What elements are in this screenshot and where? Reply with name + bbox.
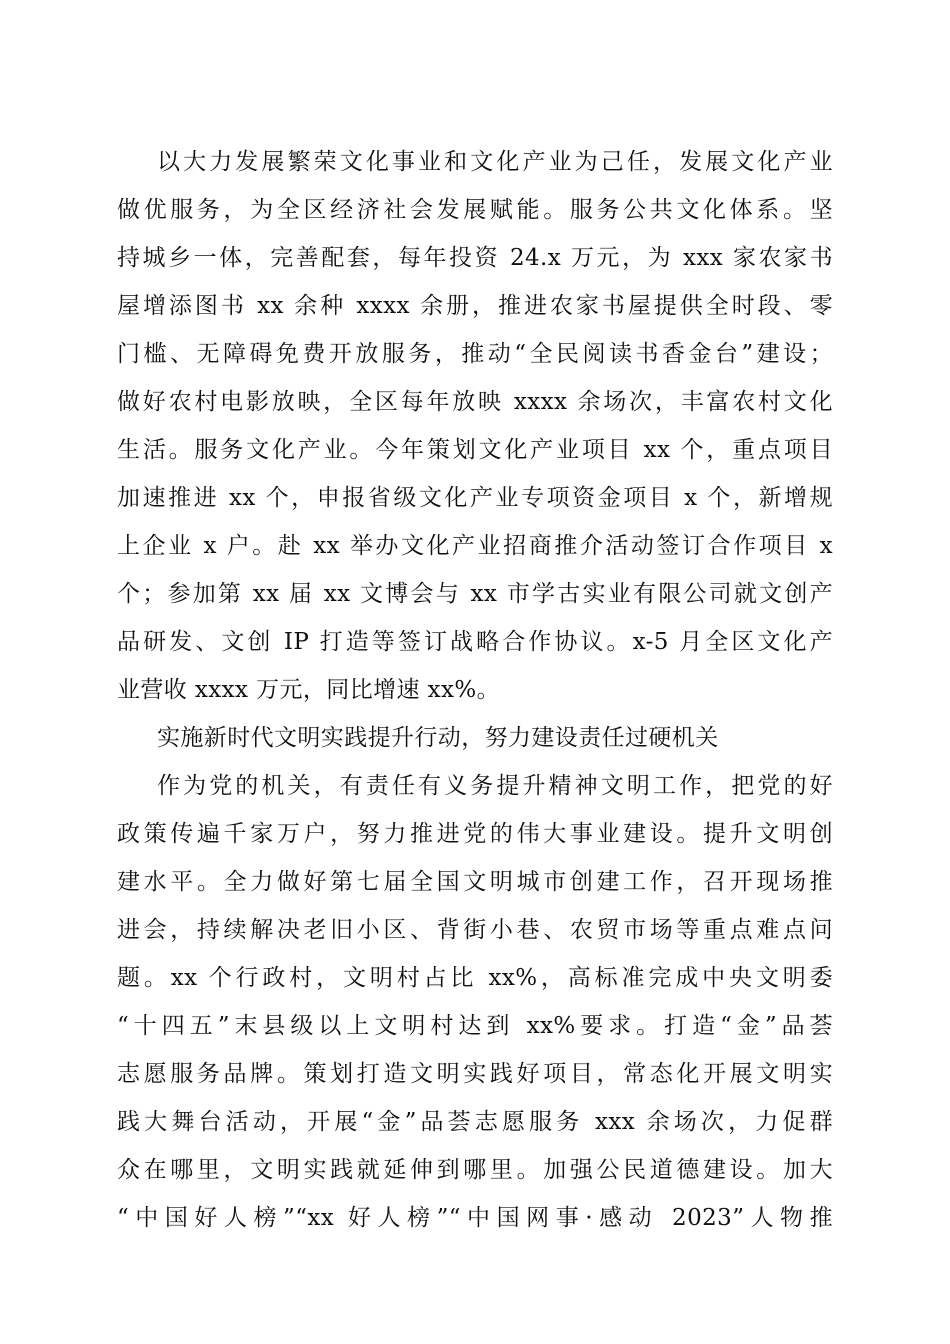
paragraph-1-line-11: 品研发、文创 IP 打造等签订战略合作协议。x-5 月全区文化产 (117, 629, 833, 655)
paragraph-1-line-7: 生活。服务文化产业。今年策划文化产业项目 xx 个，重点项目 (117, 437, 833, 463)
paragraph-2-line-4: 进会，持续解决老旧小区、背街小巷、农贸市场等重点难点问 (117, 917, 833, 943)
paragraph-2-line-2: 政策传遍千家万户，努力推进党的伟大事业建设。提升文明创 (117, 821, 833, 847)
paragraph-2-line-1: 作为党的机关，有责任有义务提升精神文明工作，把党的好 (157, 773, 833, 799)
section-heading: 实施新时代文明实践提升行动，努力建设责任过硬机关 (157, 725, 719, 751)
paragraph-1-line-9: 上企业 x 户。赴 xx 举办文化产业招商推介活动签订合作项目 x (117, 533, 833, 559)
paragraph-1-line-8: 加速推进 xx 个，申报省级文化产业专项资金项目 x 个，新增规 (117, 485, 833, 511)
paragraph-2-line-5: 题。xx 个行政村，文明村占比 xx%，高标准完成中央文明委 (117, 965, 833, 991)
paragraph-1-line-12: 业营收 xxxx 万元，同比增速 xx%。 (117, 677, 501, 703)
paragraph-1-line-4: 屋增添图书 xx 余种 xxxx 余册，推进农家书屋提供全时段、零 (117, 293, 833, 319)
paragraph-2-line-10: “中国好人榜”“xx 好人榜”“中国网事·感动 2023”人物推 (117, 1205, 833, 1231)
paragraph-1-line-6: 做好农村电影放映，全区每年放映 xxxx 余场次，丰富农村文化 (117, 389, 833, 415)
paragraph-1-line-1: 以大力发展繁荣文化事业和文化产业为己任，发展文化产业 (157, 149, 833, 175)
paragraph-2-line-6: “十四五”末县级以上文明村达到 xx%要求。打造“金”品荟 (117, 1013, 833, 1039)
paragraph-2-line-9: 众在哪里，文明实践就延伸到哪里。加强公民道德建设。加大 (117, 1157, 833, 1183)
paragraph-1-line-5: 门槛、无障碍免费开放服务，推动“全民阅读书香金台”建设； (117, 341, 833, 367)
paragraph-2-line-3: 建水平。全力做好第七届全国文明城市创建工作，召开现场推 (117, 869, 833, 895)
paragraph-2-line-8: 践大舞台活动，开展“金”品荟志愿服务 xxx 余场次，力促群 (117, 1109, 833, 1135)
paragraph-1-line-3: 持城乡一体，完善配套，每年投资 24.x 万元，为 xxx 家农家书 (117, 245, 833, 271)
paragraph-1-line-2: 做优服务，为全区经济社会发展赋能。服务公共文化体系。坚 (117, 197, 833, 223)
paragraph-1-line-10: 个；参加第 xx 届 xx 文博会与 xx 市学古实业有限公司就文创产 (117, 581, 833, 607)
paragraph-2-line-7: 志愿服务品牌。策划打造文明实践好项目，常态化开展文明实 (117, 1061, 833, 1087)
